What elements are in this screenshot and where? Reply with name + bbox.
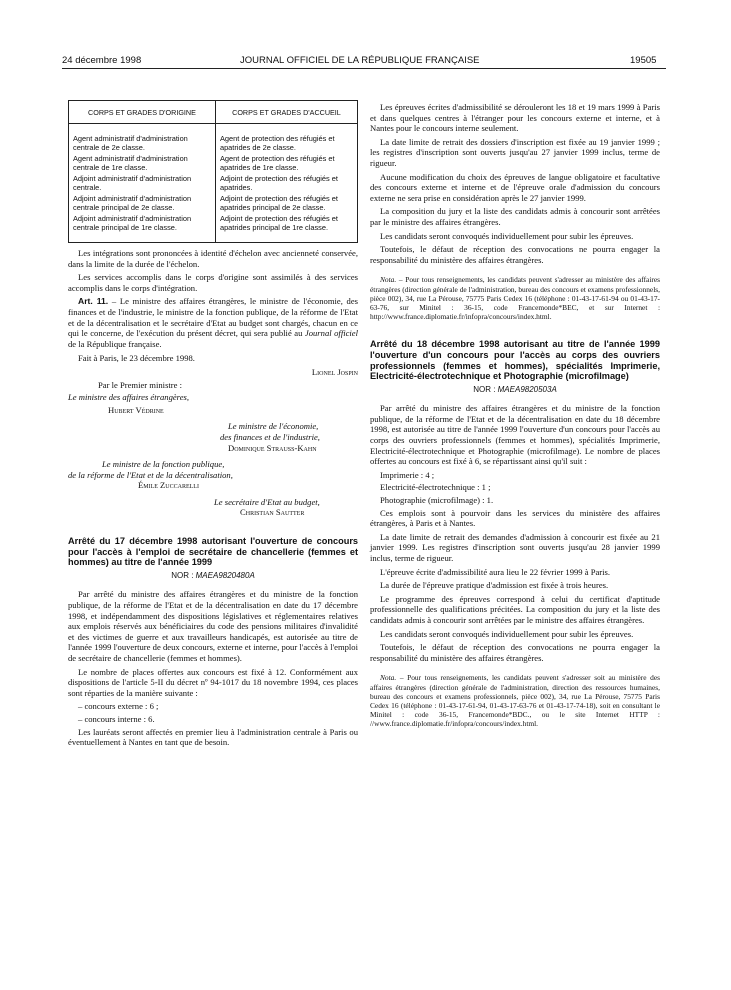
table-cell: Adjoint de protection des réfugiés et apatrides. xyxy=(215,173,357,193)
paragraph: L'épreuve écrite d'admissibilité aura lieu le 22 février 1999 à Paris. xyxy=(380,566,611,577)
article-label: Art. 11. xyxy=(78,296,109,307)
nota-2: Nota. – Pour tous renseignements, les candidats peuvent s'adresser soit au ministère des affaires étrangères (direction générale de l'administration, direction des ressources humaines, bureau des concours et examens professionnels, pièce 002), 34, rue La Pérouse, 75775 Paris Cedex 16 (téléphone : 01-43-17-61-94, 01-43-17-63-76 et 01-43-17-74-18), soit en consultant le Minitel : code 36-15, Francemonde*BDC., ou le site Internet HTTP : //www.france.diplomatie.fr/infopra/concours/index.html. xyxy=(370,673,660,729)
table-row xyxy=(69,153,358,173)
paragraph: La date limite de retrait des dossiers d'inscription est fixée au 19 janvier 1999 ; les registres d'inscription sont ouverts jusqu'au 27 janvier 1999 inclus, terme de rigueur. xyxy=(370,136,660,168)
par-premier-ministre: Par le Premier ministre : xyxy=(98,379,183,390)
signature-zuccarelli: Émile Zuccarelli xyxy=(138,480,199,491)
paragraph: La durée de l'épreuve pratique d'admission est fixée à trois heures. xyxy=(380,580,609,591)
paragraph: La composition du jury et la liste des candidats admis à concourir sont arrêtées par le ministre des affaires étrangères. xyxy=(370,206,660,227)
nota-1: Nota. – Pour tous renseignements, les candidats peuvent s'adresser au ministère des affaires étrangères (direction générale de l'administration, bureau des concours et examens professionnels, pièce 002), 34, rue La Pérouse, 75775 Paris Cedex 16 (téléphone : 01-43-17-61-94 ou 01-43-17-63-76, sur Minitel : 36-15, code Francemonde*BEC, et sur Internet : http://www.france.diplomatie.fr/infopra/concours/index.html. xyxy=(370,275,660,322)
fait-a-paris: Fait à Paris, le 23 décembre 1998. xyxy=(78,353,195,364)
table-cell: Agent administratif d'administration centrale de 2e classe. xyxy=(69,124,216,154)
paragraph: Le programme des épreuves correspond à celui du certificat d'aptitude professionnelle des qualifications précitées. La composition du jury et la liste des candidats admis à concourir sont arrêtées par le ministre des affaires étrangères. xyxy=(370,593,660,625)
minister-title-eco-2: des finances et de l'industrie, xyxy=(220,431,320,442)
arrete-heading-17-dec: Arrêté du 17 décembre 1998 autorisant l'ouverture de concours pour l'accès à l'emploi de secrétaire de chancellerie (femmes et hommes) au titre de l'année 1999 xyxy=(68,536,358,568)
table-row xyxy=(69,193,358,213)
paragraph: Les épreuves écrites d'admissibilité se dérouleront les 18 et 19 mars 1999 à Paris et dans quelques centres à l'étranger pour les concours externe et interne, et à Nantes pour le concours interne seulement. xyxy=(370,102,660,134)
list-item: Photographie (microfilmage) : 1. xyxy=(380,495,494,506)
table-row xyxy=(69,173,358,193)
table-cell: Adjoint de protection des réfugiés et apatrides principal de 1re classe. xyxy=(215,213,357,243)
paragraph: Toutefois, le défaut de réception des convocations ne pourra engager la responsabilité du ministère des affaires étrangères. xyxy=(370,642,660,663)
table-cell: Adjoint administratif d'administration centrale principal de 1re classe. xyxy=(69,213,216,243)
minister-title-fp-2: de la réforme de l'Etat et de la décentralisation, xyxy=(68,469,233,480)
paragraph: Par arrêté du ministre des affaires étrangères et du ministre de la fonction publique, de la réforme de l'Etat et de la décentralisation en date du 18 décembre 1998, est autorisée au titre de l'année 1999 l'ouverture d'un concours pour l'accès au corps des ouvriers professionnels (femmes et hommes), spécialités Imprimerie, Electricité-électrotechnique et Photographie (microfilmage). Le nombre de places offertes au concours est fixé à 6, se répartissant ainsi qu'il suit : xyxy=(370,403,660,467)
grades-table xyxy=(68,100,358,243)
list-item: – concours interne : 6. xyxy=(78,713,155,724)
paragraph: Les candidats seront convoqués individuellement pour subir les épreuves. xyxy=(380,230,634,241)
table-row xyxy=(69,124,358,154)
header-rule xyxy=(62,68,666,69)
table-cell: Adjoint administratif d'administration centrale principal de 2e classe. xyxy=(69,193,216,213)
signature-vedrine: Hubert Védrine xyxy=(108,404,164,415)
right-column xyxy=(370,102,660,732)
list-item: Electricité-électrotechnique : 1 ; xyxy=(380,482,491,493)
list-item: – concours externe : 6 ; xyxy=(78,701,159,712)
paragraph: Le nombre de places offertes aux concours est fixé à 12. Conformément aux dispositions de l'article 5-II du décret nº 94-1017 du 18 novembre 1994, ces places sont réparties de la manière suivante : xyxy=(68,666,358,698)
table-cell: Agent administratif d'administration centrale de 1re classe. xyxy=(69,153,216,173)
paragraph: Les candidats seront convoqués individuellement pour subir les épreuves. xyxy=(380,628,634,639)
paragraph: La date limite de retrait des demandes d'admission à concourir est fixée au 21 janvier 1999. Les registres d'inscription sont ouverts jusqu'au 28 janvier 1999 inclus, terme de rigueur. xyxy=(370,531,660,564)
header-journal-title: JOURNAL OFFICIEL DE LA RÉPUBLIQUE FRANÇAISE xyxy=(240,55,480,66)
left-column xyxy=(68,100,358,751)
paragraph: Les lauréats seront affectés en premier lieu à l'administration centrale à Paris ou éventuellement à Nantes en tant que de besoin. xyxy=(68,726,358,748)
paragraph-services: Les services accomplis dans le corps d'origine sont assimilés à des services accomplis dans le corps d'intégration. xyxy=(68,272,358,293)
header-date: 24 décembre 1998 xyxy=(62,55,142,66)
table-header-origin: CORPS ET GRADES D'ORIGINE xyxy=(69,101,216,124)
table-cell: Agent de protection des réfugiés et apatrides de 1re classe. xyxy=(215,153,357,173)
table-header-accueil: CORPS ET GRADES D'ACCUEIL xyxy=(215,101,357,124)
article-end: de la République française. xyxy=(68,338,162,349)
signature-sautter: Christian Sautter xyxy=(240,507,305,518)
minister-title-budget: Le secrétaire d'Etat au budget, xyxy=(214,496,320,507)
table-row xyxy=(69,213,358,243)
article-11 xyxy=(68,296,358,349)
journal-officiel-ref: Journal officiel xyxy=(304,328,358,339)
arrete-heading-18-dec: Arrêté du 18 décembre 1998 autorisant au titre de l'année 1999 l'ouverture d'un concours pour l'accès au corps des ouvriers professionnels (femmes et hommes), spécialités Imprimerie, Electricité-électrotechnique et Photographie (microfilmage) xyxy=(370,339,660,382)
list-item: Imprimerie : 4 ; xyxy=(380,469,435,480)
signature-strauss-kahn: Dominique Strauss-Kahn xyxy=(228,442,317,453)
table-cell: Adjoint administratif d'administration centrale. xyxy=(69,173,216,193)
minister-title-eco-1: Le ministre de l'économie, xyxy=(228,421,319,432)
paragraph: Aucune modification du choix des épreuves de langue obligatoire et facultative des concours externe et interne et de l'épreuve orale d'admission du concours externe ne sera prise en considération après le 27 janvier 1999. xyxy=(370,171,660,203)
paragraph: Par arrêté du ministre des affaires étrangères et du ministre de la fonction publique, de la réforme de l'Etat et de la décentralisation en date du 17 décembre 1998, et indépendamment des dispositions législatives et réglementaires relatives aux emplois réservés aux bénéficiaires du code des pensions militaires d'invalidité et des victimes de guerre et aux travailleurs handicapés, est autorisée au titre de l'année 1999 l'ouverture de deux concours, externe et interne, pour l'accès à l'emploi de secrétaire de chancellerie (femmes et hommes). xyxy=(68,589,358,663)
signature-premier-ministre: Lionel Jospin xyxy=(311,366,358,377)
minister-title-ae: Le ministre des affaires étrangères, xyxy=(68,392,190,403)
table-cell: Agent de protection des réfugiés et apatrides de 2e classe. xyxy=(215,124,357,154)
header-page-number: 19505 xyxy=(630,55,657,66)
article-text: – Le ministre des affaires étrangères, le ministre de l'économie, des finances et de l'industrie, le ministre de la fonction publique, de la réforme de l'Etat et de la décentralisation et le secrétaire d'Etat au budget sont chargés, chacun en ce qui le concerne, de l'exécution du présent décret, qui sera publié au xyxy=(68,296,358,339)
minister-title-fp-1: Le ministre de la fonction publique, xyxy=(102,459,225,470)
paragraph-integrations: Les intégrations sont prononcées à identité d'échelon avec ancienneté conservée, dans la limite de la durée de l'échelon. xyxy=(68,248,358,269)
table-cell: Adjoint de protection des réfugiés et apatrides principal de 2e classe. xyxy=(215,193,357,213)
paragraph: Toutefois, le défaut de réception des convocations ne pourra engager la responsabilité du ministère des affaires étrangères. xyxy=(370,244,660,265)
nor-reference: NOR : MAEA9820503A xyxy=(473,384,557,394)
paragraph: Ces emplois sont à pourvoir dans les services du ministère des affaires étrangères, à Paris et à Nantes. xyxy=(370,507,660,529)
nor-reference: NOR : MAEA9820480A xyxy=(171,570,255,580)
